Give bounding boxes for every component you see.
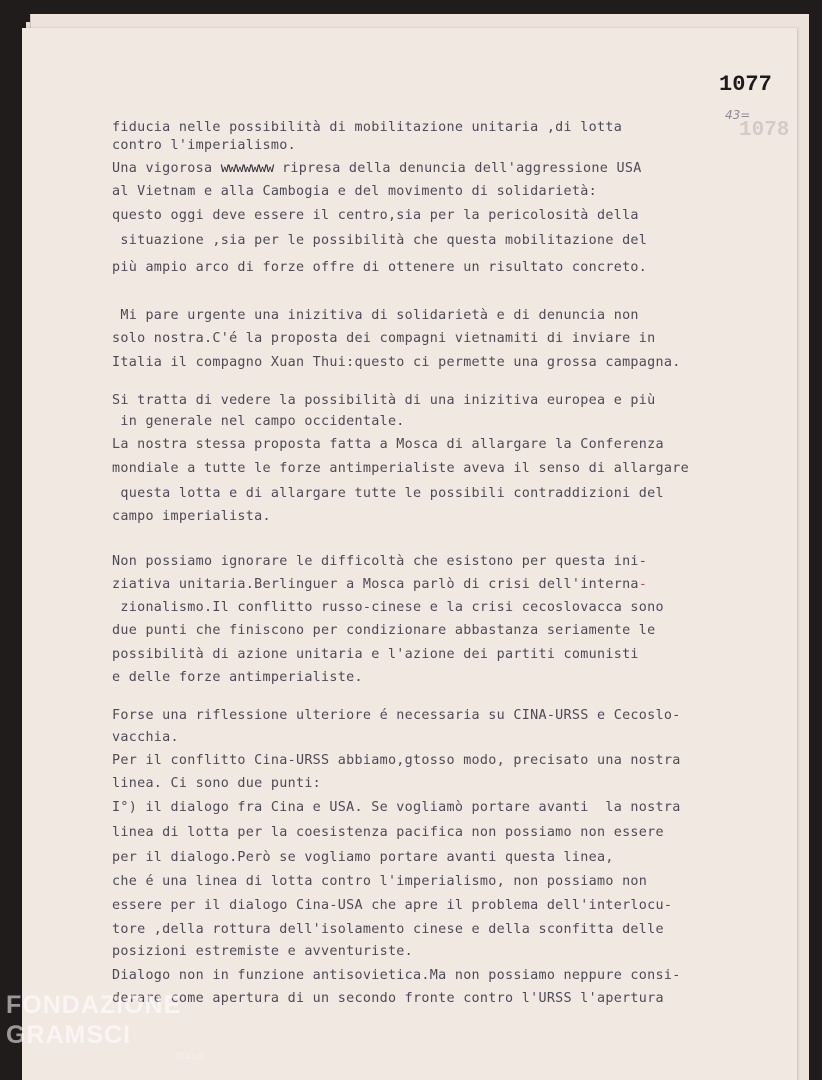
text-line: Mi pare urgente una inizitiva di solidarietà e di denuncia non xyxy=(112,308,639,323)
text-line: derare come apertura di un secondo fronte contro l'URSS l'apertura xyxy=(112,991,664,1006)
text-line: linea di lotta per la coesistenza pacifica non possiamo non essere xyxy=(112,825,664,840)
pencil-annotation: 43= xyxy=(725,108,751,122)
text-line: Una vigorosa wwwwwww ripresa della denuncia dell'aggressione USA xyxy=(112,161,642,176)
text-line: I°) il dialogo fra Cina e USA. Se vogliamò portare avanti la nostra xyxy=(112,800,681,815)
text-line: posizioni estremiste e avventuriste. xyxy=(112,944,414,959)
text-line: Italia il compagno Xuan Thui:questo ci permette una grossa campagna. xyxy=(112,355,681,370)
text-line: per il dialogo.Però se vogliamo portare avanti questa linea, xyxy=(112,850,614,865)
watermark-line-1: FONDAZIONE xyxy=(6,991,182,1019)
text-line: Forse una riflessione ulteriore é necessaria su CINA-URSS e Cecoslo- xyxy=(112,708,681,723)
text-line: Si tratta di vedere la possibilità di una inizitiva europea e più xyxy=(112,393,656,408)
struck-out-text: wwwwwww xyxy=(220,161,274,176)
text-line: ziativa unitaria.Berlinguer a Mosca parlò di crisi dell'interna- xyxy=(112,577,648,592)
text-line: solo nostra.C'é la proposta dei compagni vietnamiti di inviare in xyxy=(112,331,656,346)
text-line: essere per il dialogo Cina-USA che apre il problema dell'interlocu- xyxy=(112,898,673,913)
text-line: due punti che finiscono per condizionare abbastanza seriamente le xyxy=(112,623,656,638)
text-line: situazione ,sia per le possibilità che questa mobilitazione del xyxy=(112,233,648,248)
archive-watermark xyxy=(6,990,181,1050)
bleed-through-page-number: 1078 xyxy=(739,119,790,142)
text-line: Per il conflitto Cina-URSS abbiamo,gtosso modo, precisato una nostra xyxy=(112,753,681,768)
text-line: campo imperialista. xyxy=(112,509,271,524)
red-hyphen: - xyxy=(638,577,648,592)
text-line: vacchia. xyxy=(112,730,179,745)
text-line: tore ,della rottura dell'isolamento cinese e della sconfitta delle xyxy=(112,922,664,937)
text-line: contro l'imperialismo. xyxy=(112,138,296,153)
watermark-subtitle: ONLUS xyxy=(176,1052,204,1061)
text-line: Dialogo non in funzione antisovietica.Ma non possiamo neppure consi- xyxy=(112,968,681,983)
text-line: possibilità di azione unitaria e l'azione dei partiti comunisti xyxy=(112,647,639,662)
text-line: questa lotta e di allargare tutte le possibili contraddizioni del xyxy=(112,486,664,501)
text-line: Non possiamo ignorare le difficoltà che esistono per questa ini- xyxy=(112,554,648,569)
document-page xyxy=(22,28,797,1080)
text-line: e delle forze antimperialiste. xyxy=(112,670,363,685)
text-line: zionalismo.Il conflitto russo-cinese e la crisi cecoslovacca sono xyxy=(112,600,664,615)
watermark-line-2: GRAMSCI xyxy=(6,1021,132,1049)
text-line: La nostra stessa proposta fatta a Mosca di allargare la Conferenza xyxy=(112,437,664,452)
text-line: più ampio arco di forze offre di ottenere un risultato concreto. xyxy=(112,260,648,275)
text-line: fiducia nelle possibilità di mobilitazione unitaria ,di lotta xyxy=(112,120,623,135)
text-line: questo oggi deve essere il centro,sia per la pericolosità della xyxy=(112,208,639,223)
text-line: mondiale a tutte le forze antimperialiste aveva il senso di allargare xyxy=(112,461,689,476)
text-line: in generale nel campo occidentale. xyxy=(112,414,405,429)
text-line: che é una linea di lotta contro l'imperialismo, non possiamo non xyxy=(112,874,648,889)
page-number: 1077 xyxy=(719,72,772,97)
text-line: al Vietnam e alla Cambogia e del movimento di solidarietà: xyxy=(112,184,597,199)
text-line: linea. Ci sono due punti: xyxy=(112,776,322,791)
